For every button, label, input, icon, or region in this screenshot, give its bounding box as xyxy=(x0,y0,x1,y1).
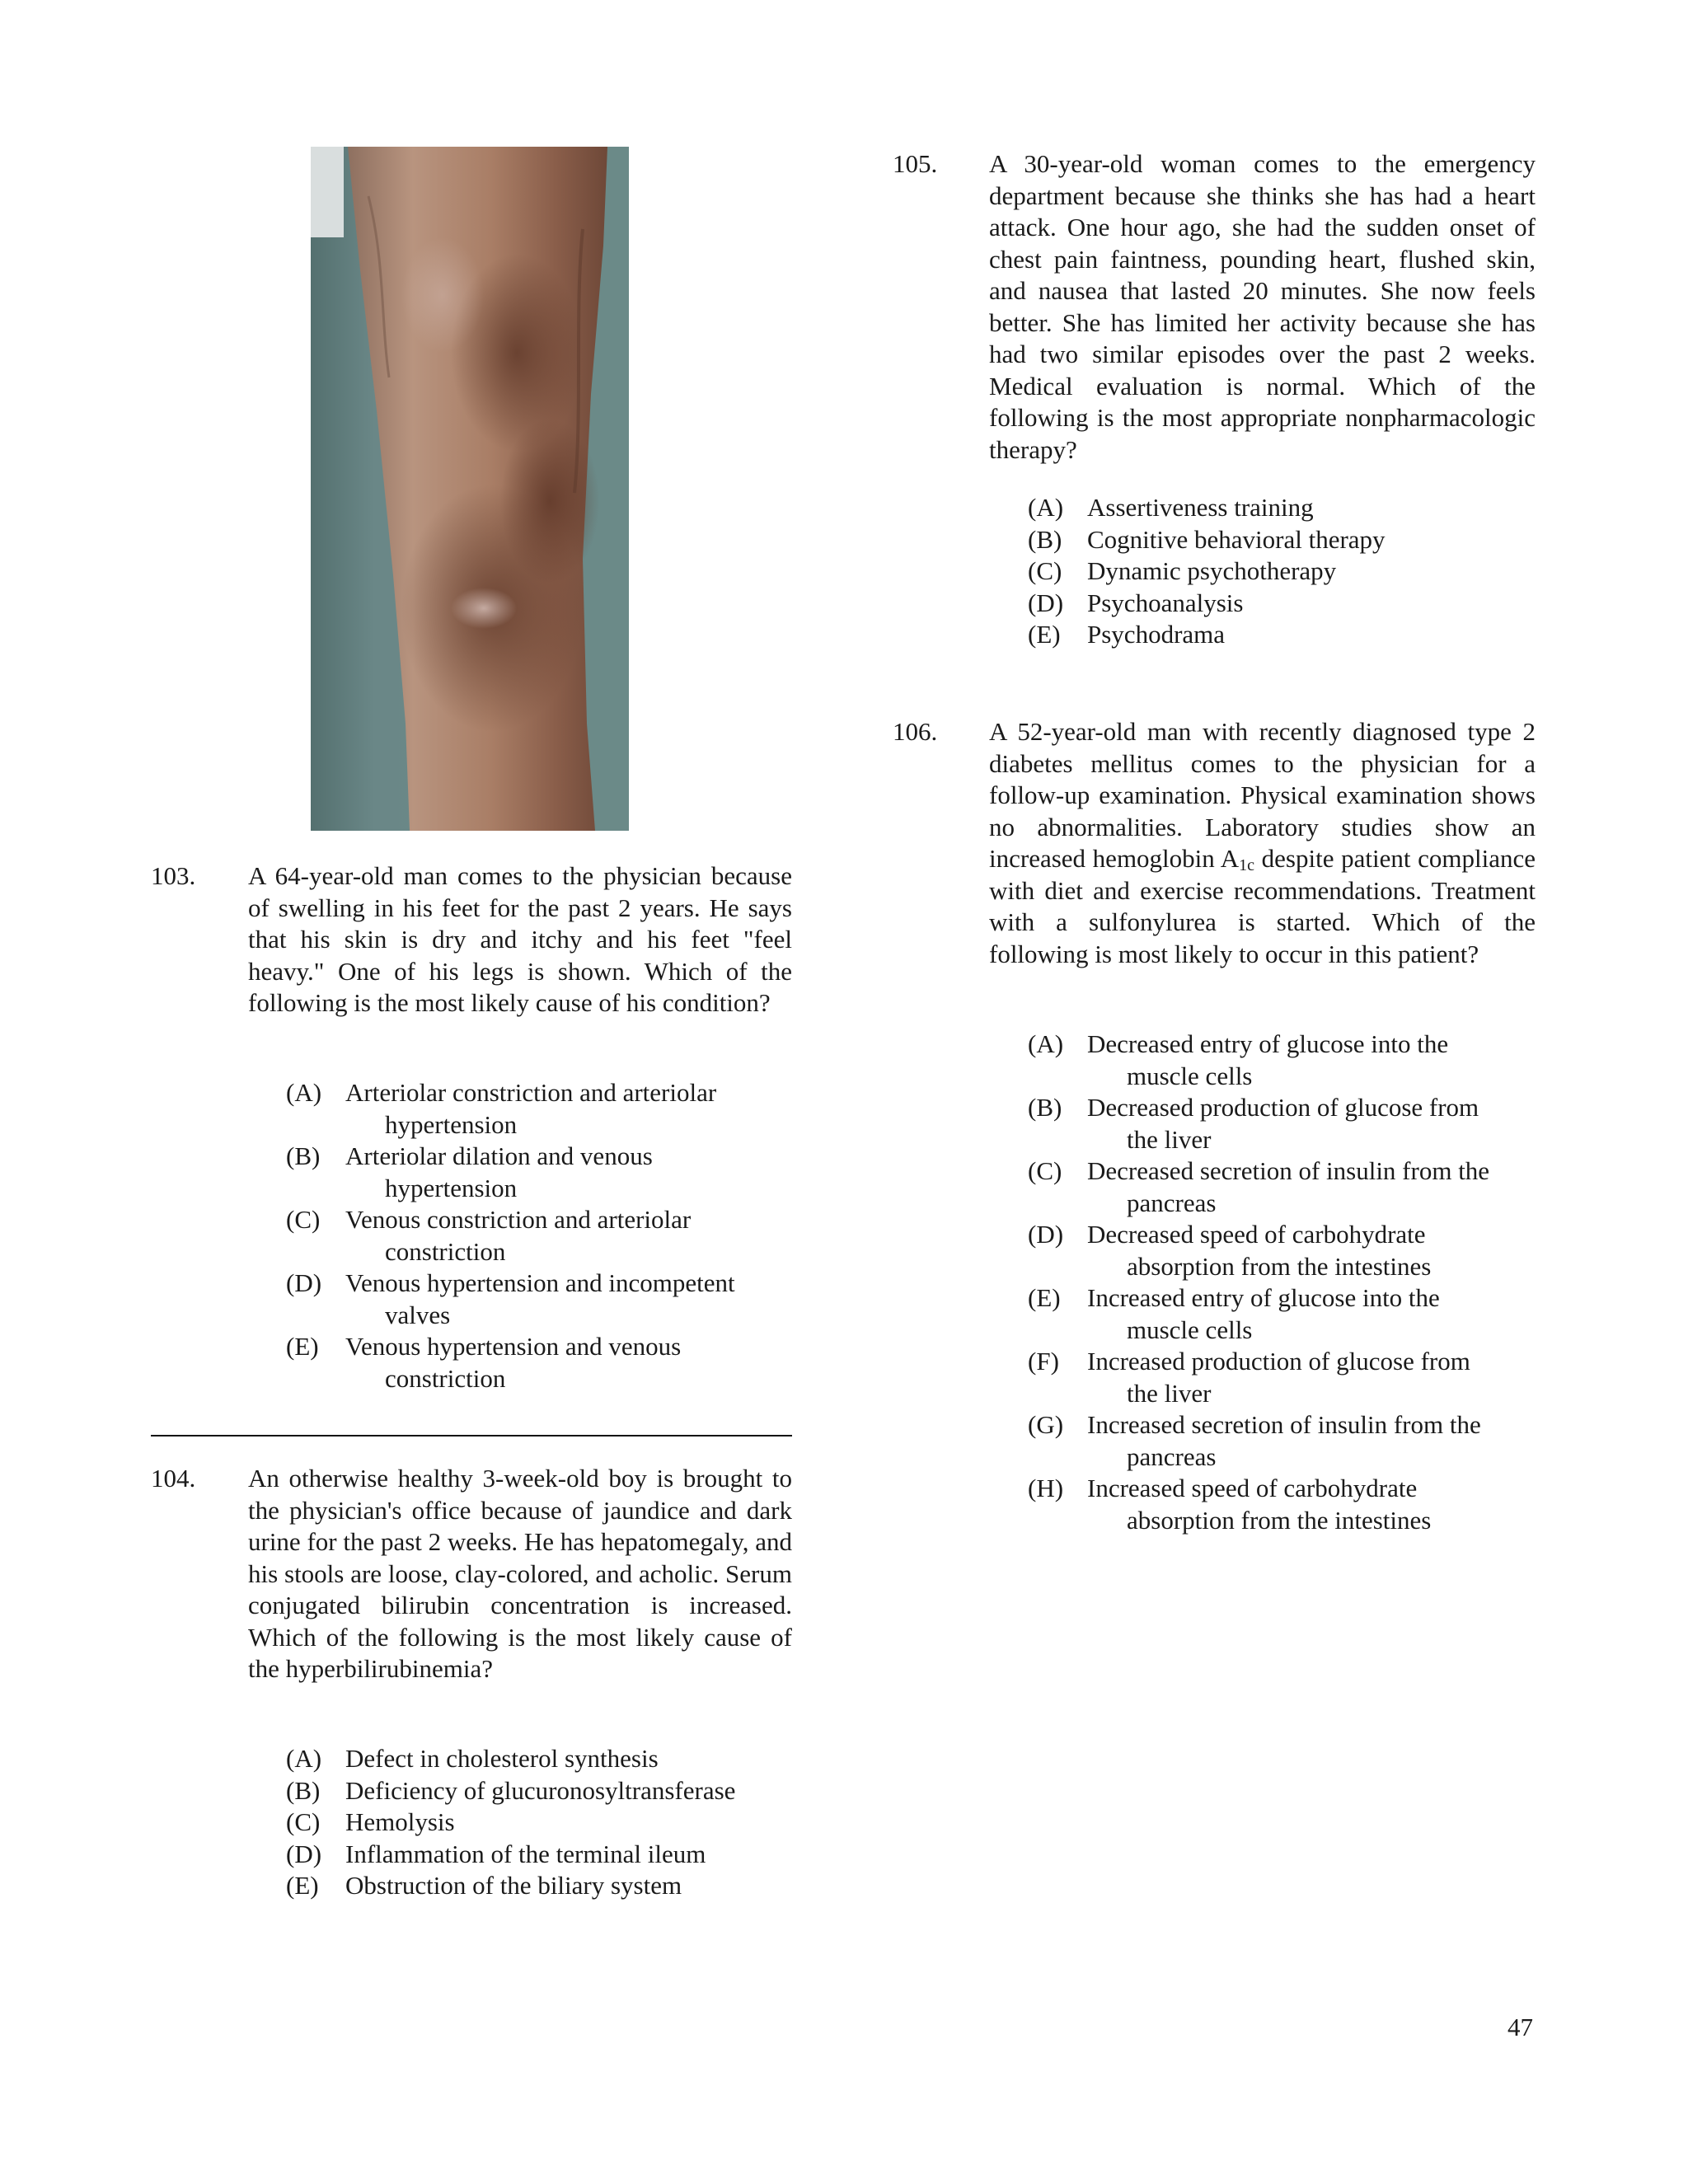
answer-option-c[interactable]: (C) Venous constriction and arteriolar constriction xyxy=(286,1205,692,1266)
answer-option-a[interactable]: (A) Defect in cholesterol synthesis xyxy=(286,1744,659,1773)
answer-option-e[interactable]: (E) Venous hypertension and venous constriction xyxy=(286,1332,682,1393)
question-number: 105. xyxy=(893,149,938,178)
answer-option-d[interactable]: (D) Venous hypertension and incompetent valves xyxy=(286,1268,735,1329)
answer-option-c[interactable]: (C) Decreased secretion of insulin from the pancreas xyxy=(1028,1156,1490,1217)
question-stem: A 64-year-old man comes to the physician because of swelling in his feet for the past 2 years. He says that his skin is dry and itchy and his feet "feel heavy." One of his legs is shown. Which of the following is the most likely cause of his condition? xyxy=(248,861,792,1017)
answer-options xyxy=(286,1743,797,1902)
answer-options xyxy=(286,1077,781,1394)
answer-option-e[interactable]: (E) Obstruction of the biliary system xyxy=(286,1871,682,1900)
answer-option-e[interactable]: (E) Psychodrama xyxy=(1028,620,1226,649)
question-stem: An otherwise healthy 3-week-old boy is brought to the physician's office because of jaundice and dark urine for the past 2 weeks. He has hepatomegaly, and his stools are loose, clay-colored, and acholic. Serum conjugated bilirubin concentration is increased. Which of the following is the most likely cause of the hyperbilirubinemia? xyxy=(248,1464,792,1683)
answer-option-b[interactable]: (B) Cognitive behavioral therapy xyxy=(1028,524,1386,554)
answer-option-d[interactable]: (D) Psychoanalysis xyxy=(1028,588,1244,617)
answer-option-b[interactable]: (B) Arteriolar dilation and venous hypertension xyxy=(286,1141,653,1202)
question-number: 106. xyxy=(893,717,938,746)
answer-option-b[interactable]: (B) Decreased production of glucose from the liver xyxy=(1028,1093,1479,1154)
page-number: 47 xyxy=(1507,2013,1533,2041)
leg-photograph xyxy=(311,147,629,831)
section-divider xyxy=(151,1435,792,1436)
answer-option-a[interactable]: (A) Arteriolar constriction and arteriolar hypertension xyxy=(286,1078,717,1139)
answer-option-h[interactable]: (H) Increased speed of carbohydrate absorption from the intestines xyxy=(1028,1474,1432,1535)
question-stem: A 52-year-old man with recently diagnosed type 2 diabetes mellitus comes to the physician for a follow-up examination. Physical examination shows no abnormalities. Laboratory studies show an increased hemoglobin $A_{1c}$ despite patient compliance with diet and exercise recommendations. Treatment with a sulfonylurea is started. Which of the following is most likely to occur in this patient? xyxy=(989,717,1536,968)
answer-options xyxy=(1028,1029,1539,1536)
answer-option-b[interactable]: (B) Deficiency of glucuronosyltransferase xyxy=(286,1775,736,1805)
question-stem: A 30-year-old woman comes to the emergency department because she thinks she has had a heart attack. One hour ago, she had the sudden onset of chest pain faintness, pounding heart, flushed skin, and nausea that lasted 20 minutes. She now feels better. She has limited her activity because she has had two similar episodes over the past 2 weeks. Medical evaluation is normal. Which of the following is the most appropriate nonpharmacologic therapy? xyxy=(989,149,1536,464)
answer-option-c[interactable]: (C) Dynamic psychotherapy xyxy=(1028,556,1337,585)
answer-option-c[interactable]: (C) Hemolysis xyxy=(286,1807,455,1836)
answer-option-e[interactable]: (E) Increased entry of glucose into the muscle cells xyxy=(1028,1283,1440,1344)
answer-options xyxy=(1028,492,1522,651)
question-number: 103. xyxy=(151,861,196,890)
question-number: 104. xyxy=(151,1464,196,1493)
answer-option-f[interactable]: (F) Increased production of glucose from the liver xyxy=(1028,1347,1470,1408)
answer-option-a[interactable]: (A) Decreased entry of glucose into the muscle cells xyxy=(1028,1029,1449,1090)
answer-option-g[interactable]: (G) Increased secretion of insulin from the pancreas xyxy=(1028,1410,1481,1471)
answer-option-a[interactable]: (A) Assertiveness training xyxy=(1028,493,1314,522)
answer-option-d[interactable]: (D) Inflammation of the terminal ileum xyxy=(286,1839,706,1868)
answer-option-d[interactable]: (D) Decreased speed of carbohydrate absorption from the intestines xyxy=(1028,1220,1432,1281)
